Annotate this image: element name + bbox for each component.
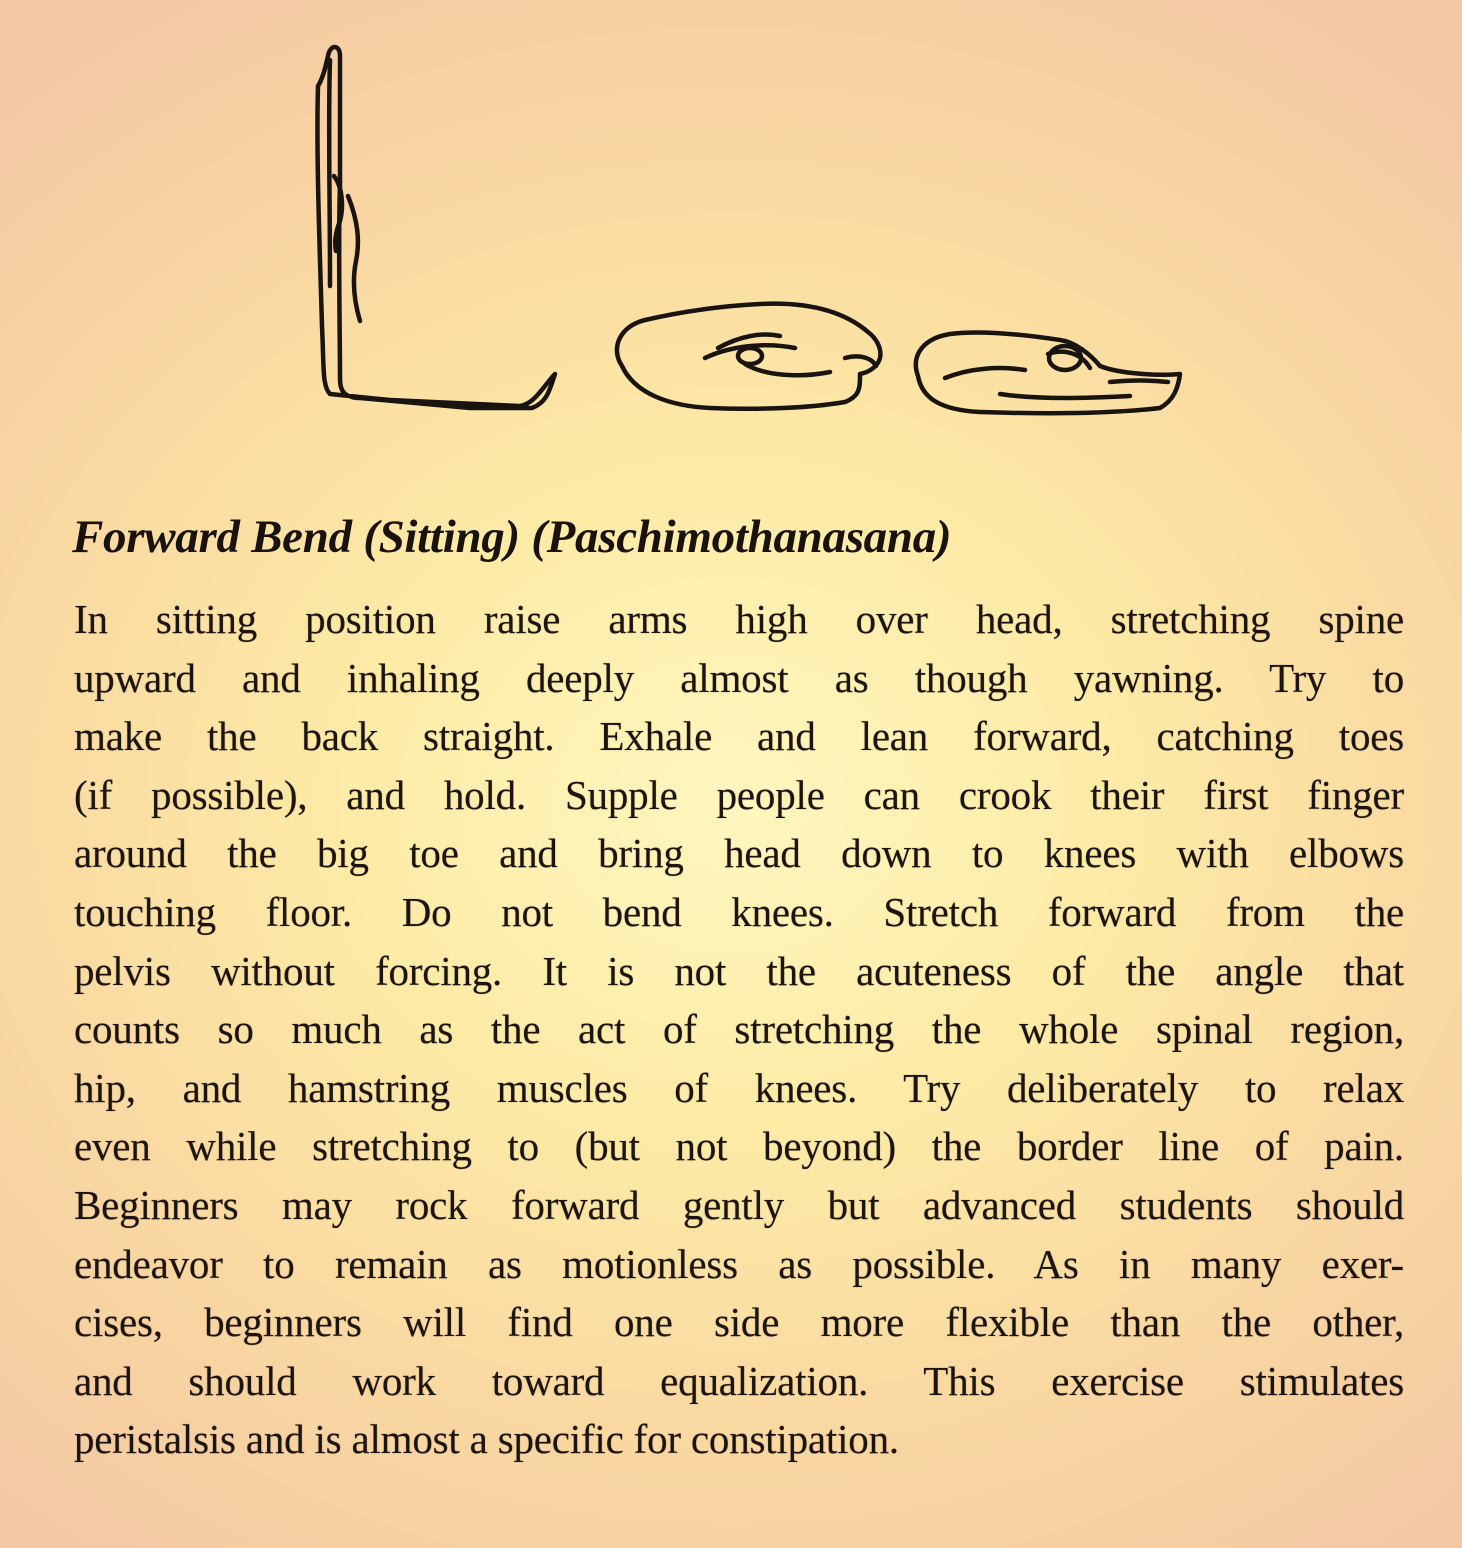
paragraph-line: even while stretching to (but not beyond) the border line of pain. (74, 1123, 1404, 1170)
page-title: Forward Bend (Sitting) (Paschimothanasana) (72, 511, 952, 563)
paragraph-line: around the big toe and bring head down to knees with elbows (74, 830, 1404, 877)
paragraph-line: counts so much as the act of stretching the whole spinal region, (74, 1006, 1404, 1053)
paragraph-line: and should work toward equalization. This exercise stimulates (74, 1357, 1404, 1404)
paragraph-line: cises, beginners will find one side more flexible than the other, (74, 1299, 1404, 1346)
paragraph-line: endeavor to remain as motionless as possible. As in many exer- (74, 1240, 1404, 1287)
paragraph-line: make the back straight. Exhale and lean forward, catching toes (74, 713, 1404, 760)
pose-illustration (300, 36, 1200, 436)
seated-arms-raised-pose (317, 47, 555, 408)
forward-fold-pose (617, 304, 880, 409)
paragraph-line: Beginners may rock forward gently but advanced students should (74, 1181, 1404, 1228)
pose-illustration-svg (300, 36, 1200, 436)
deep-forward-fold-pose (916, 332, 1180, 413)
paragraph-line: hip, and hamstring muscles of knees. Try deliberately to relax (74, 1064, 1404, 1111)
paragraph-line: upward and inhaling deeply almost as though yawning. Try to (74, 654, 1404, 701)
paragraph-line: In sitting position raise arms high over head, stretching spine (74, 596, 1404, 642)
paragraph-line: pelvis without forcing. It is not the acuteness of the angle that (74, 947, 1404, 994)
instructions-paragraph (74, 590, 1404, 1469)
paragraph-line: (if possible), and hold. Supple people can crook their first finger (74, 771, 1404, 818)
paragraph-line: peristalsis and is almost a specific for constipation. (74, 1416, 899, 1463)
paragraph-line: touching floor. Do not bend knees. Stretch forward from the (74, 888, 1404, 935)
